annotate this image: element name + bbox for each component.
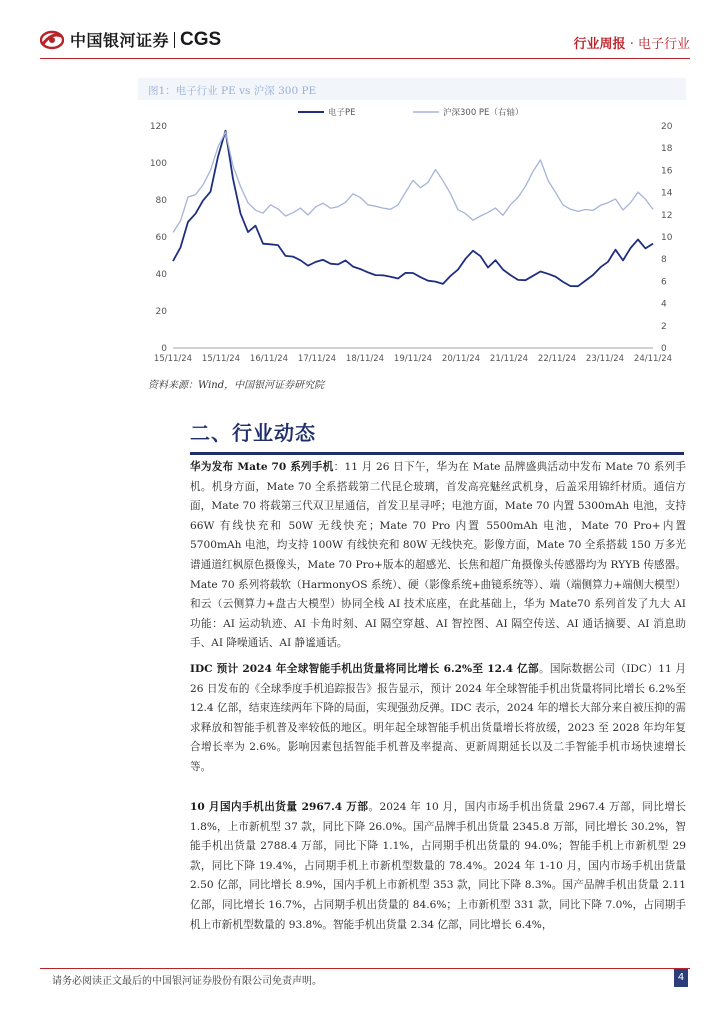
footer-divider [40,968,690,969]
header-dot: · [629,37,634,52]
paragraph-2-lead: IDC 预计 2024 年全球智能手机出货量将同比增长 6.2%至 12.4 亿部 [190,663,539,675]
paragraph-3-lead: 10 月国内手机出货量 2967.4 万部 [190,801,369,813]
legend-label-1: 电子PE [328,108,356,118]
figure-source: 资料来源：Wind，中国银河证券研究院 [148,380,325,391]
x-tick-label: 15/11/24 [153,354,193,364]
footer-disclaimer: 请务必阅读正文最后的中国银河证券股份有限公司免责声明。 [52,976,322,987]
y-right-tick-label: 4 [661,299,667,310]
section-underline [190,452,684,455]
y-left-tick-label: 120 [149,122,167,132]
y-left-tick-label: 0 [161,344,167,354]
x-tick-label: 19/11/24 [393,354,433,364]
paragraph-1-lead: 华为发布 Mate 70 系列手机 [190,461,334,473]
chart-legend [298,107,523,118]
report-category [574,33,690,52]
y-right-tick-label: 6 [661,277,667,288]
y-left-tick-label: 20 [155,307,167,317]
page-number: 4 [674,969,688,987]
chart-lines [173,131,653,286]
news-paragraph-3 [190,798,686,935]
news-paragraph-1 [190,458,686,654]
y-right-tick-label: 18 [661,144,673,155]
y-right-tick-label: 14 [661,188,673,199]
page-header [0,0,724,60]
y-right-tick-label: 10 [661,233,673,243]
logo-en-text: CGS [180,28,222,50]
paragraph-2-body: 。国际数据公司（IDC）11 月 26 日发布的《全球季度手机追踪报告》报告显示，预计 2024 年全球智能手机出货量将同比增长 6.2%至 12.4 亿部，结束连续两年下降的局面，实现强劲反弹。IDC 表示，2024 年的增长大部分来自被压抑的需求释放和智能手机普及率较低的地区。明年起全球智能手机出货量增长将放缓，2023 至 2028 年均年复合增长率为 2.6%。影响因素包括智能手机普及率提高、更新周期延长以及二手智能手机市场快速增长等。 [190,663,686,773]
x-tick-label: 24/11/24 [633,354,673,364]
x-tick-label: 22/11/24 [537,354,577,364]
y-left-tick-label: 40 [155,270,167,280]
figure-title: 图1：电子行业 PE vs 沪深 300 PE [148,85,317,97]
y-right-tick-label: 12 [661,210,673,221]
x-tick-label: 21/11/24 [489,354,529,364]
pe-comparison-chart [138,100,686,370]
y-left-tick-label: 100 [149,159,167,169]
report-sector: 电子行业 [637,37,690,52]
paragraph-3-body: 。2024 年 10 月，国内市场手机出货量 2967.4 万部，同比增长 1.8%，上市新机型 37 款，同比下降 26.0%。国产品牌手机出货量 2345.8 万部，同比增长 30.2%，智能手机出货量 2788.4 万部，同比下降 1.1%，占同期手机出货量的 94.0%；智能手机上市新机型 29 款，同比下降 19.4%，占同期手机上市新机型数量的 78.4%。2024 年 1-10 月，国内市场手机出货量 2.50 亿部，同比增长 8.9%，国内手机上市新机型 353 款，同比下降 8.3%。国产品牌手机出货量 2.11 亿部，同比增长 16.7%，占同期手机出货量的 84.6%；上市新机型 331 款，同比下降 7.0%，占同期手机上市新机型数量的 93.8%。智能手机出货量 2.34 亿部，同比增长 6.4%， [190,801,686,931]
x-tick-label: 16/11/24 [249,354,289,364]
y-right-tick-label: 20 [661,122,673,132]
legend-label-2: 沪深300 PE（右轴） [443,108,524,118]
logo-cn-text: 中国银河证券 [70,31,170,50]
header-divider [40,58,690,59]
x-tick-label: 17/11/24 [297,354,337,364]
x-tick-label: 18/11/24 [345,354,385,364]
y-right-tick-label: 0 [661,344,667,354]
company-logo [40,28,221,51]
section-title: 二、行业动态 [190,421,316,445]
y-left-tick-label: 60 [155,233,167,243]
news-paragraph-2 [190,660,686,778]
series-line-1 [173,131,653,286]
paragraph-1-body: ：11 月 26 日下午，华为在 Mate 品牌盛典活动中发布 Mate 70 系列手机。机身方面，Mate 70 全系搭载第二代昆仑玻璃，首发高亮魅丝武机身，后盖采用锦纤材质。通信方面，Mate 70 将载第三代双卫星通信，首发卫星寻呼；电池方面，Mate 70 内置 5300mAh 电池，支持 66W 有线快充和 50W 无线快充；Mate 70 Pro 内置 5500mAh 电池，Mate 70 Pro+内置 5700mAh 电池，均支持 100W 有线快充和 80W 无线快充。影像方面，Mate 70 全系搭载 150 万多光谱通道红枫原色摄像头，Mate 70 Pro+版本的超感光、长焦和超广角摄像头传感器均为 RYYB 传感器。Mate 70 系列将载软（HarmonyOS 系统）、硬（影像系统+曲镜系统等）、端（端侧算力+端侧大模型）和云（云侧算力+盘古大模型）协同全栈 AI 技术底座，在此基础上，华为 Mate70 系列首发了九大 AI 功能：AI 运动轨迹、AI 卡角时刻、AI 隔空穿越、AI 智控图、AI 隔空传送、AI 通话摘要、AI 消息助手、AI 降噪通话、AI 静谧通话。 [190,461,687,650]
logo-divider [174,32,175,48]
galaxy-logo-icon [40,30,64,50]
report-type: 行业周报 [573,37,626,52]
x-tick-label: 20/11/24 [441,354,481,364]
y-right-tick-label: 16 [661,166,673,177]
x-tick-label: 23/11/24 [585,354,625,364]
series-line-2 [173,132,653,233]
chart-axes [150,122,673,364]
x-tick-label: 15/11/24 [201,354,241,364]
y-left-tick-label: 80 [155,196,167,206]
y-right-tick-label: 8 [661,255,667,266]
y-right-tick-label: 2 [661,321,667,332]
